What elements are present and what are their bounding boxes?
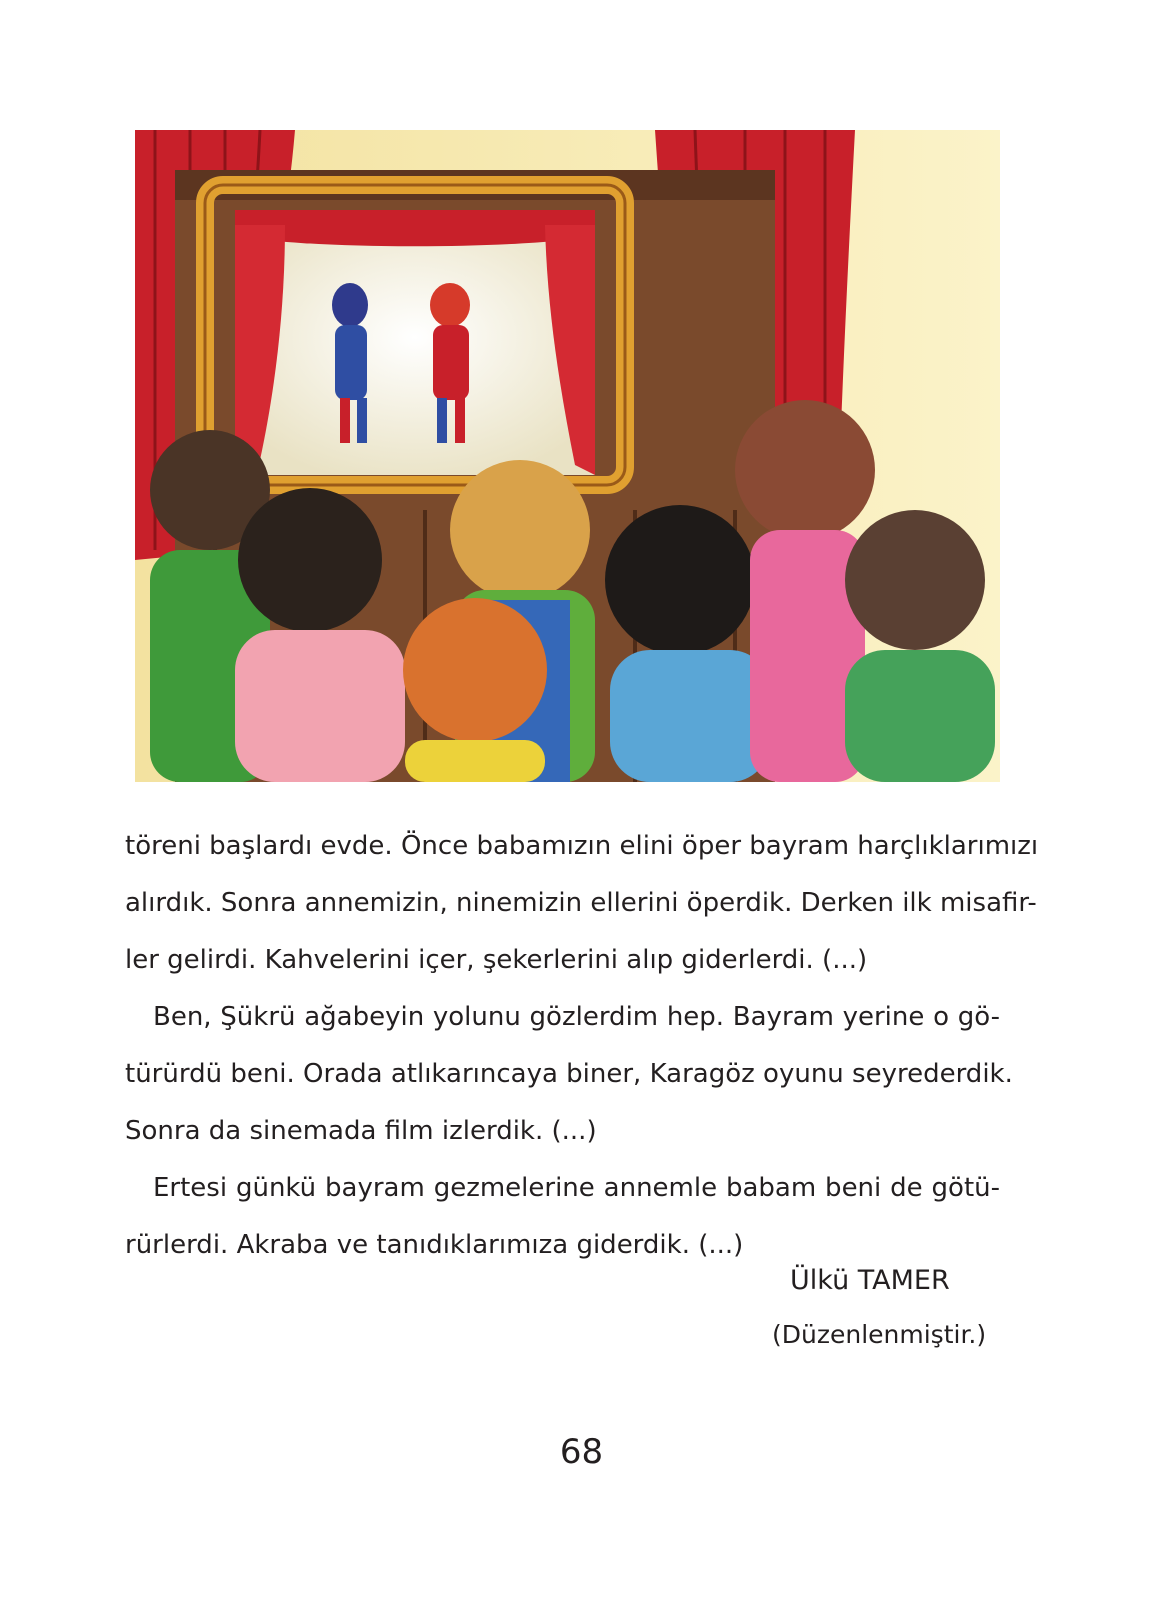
karagoz-illustration <box>135 130 1000 782</box>
author-name: Ülkü TAMER <box>790 1265 950 1296</box>
story-text <box>125 818 1039 1274</box>
edited-note: (Düzenlenmiştir.) <box>772 1320 987 1349</box>
paragraph-1 <box>125 818 1039 989</box>
text-line: rürlerdi. Akraba ve tanıdıklarımıza giderdik. (...) <box>125 1230 744 1260</box>
shadow-screen <box>235 225 595 475</box>
paragraph-2 <box>125 989 1013 1160</box>
text-line: alırdık. Sonra annemizin, ninemizin ellerini öperdik. Derken ilk misafir- <box>125 888 1037 918</box>
text-line: Ertesi günkü bayram gezmelerine annemle babam beni de götü- <box>153 1173 1000 1203</box>
paragraph-3 <box>125 1160 1000 1274</box>
text-line: töreni başlardı evde. Önce babamızın elini öper bayram harçlıklarımızı <box>125 831 1039 861</box>
text-line: türürdü beni. Orada atlıkarıncaya biner, Karagöz oyunu seyrederdik. <box>125 1059 1013 1089</box>
text-line: Sonra da sinemada film izlerdik. (...) <box>125 1116 597 1146</box>
text-line: ler gelirdi. Kahvelerini içer, şekerlerini alıp giderlerdi. (...) <box>125 945 868 975</box>
page-number: 68 <box>559 1432 604 1472</box>
text-line: Ben, Şükrü ağabeyin yolunu gözlerdim hep. Bayram yerine o gö- <box>153 1002 1000 1032</box>
